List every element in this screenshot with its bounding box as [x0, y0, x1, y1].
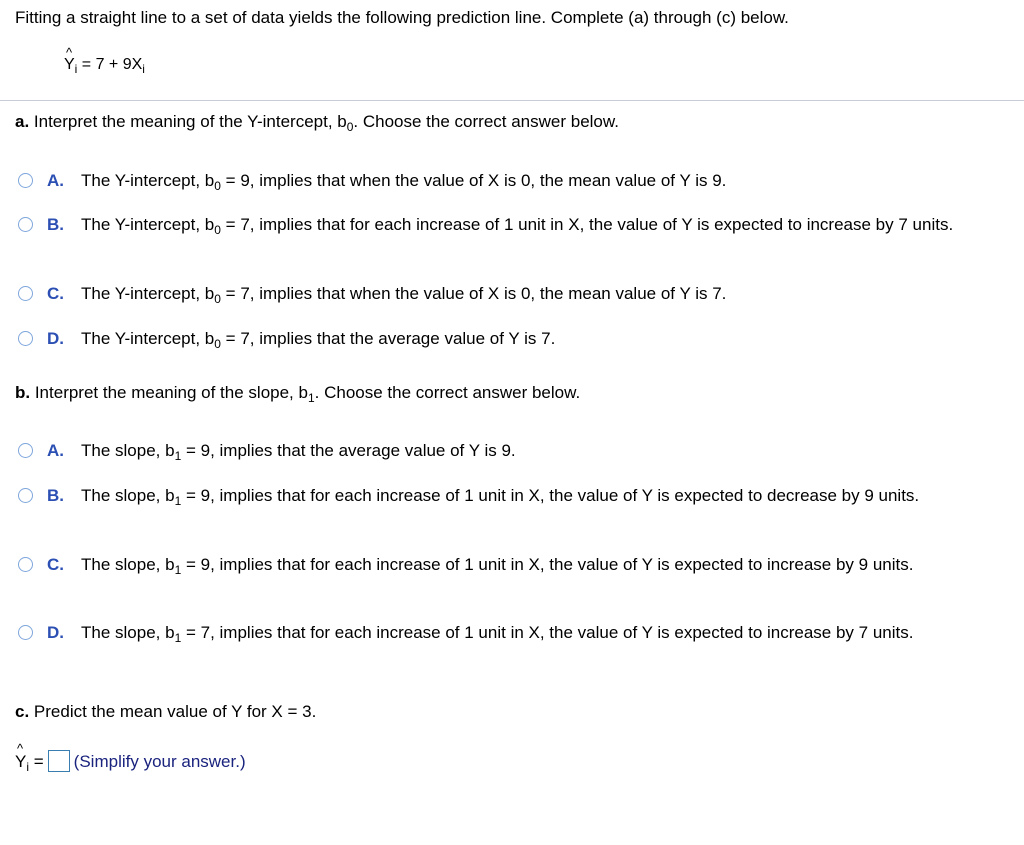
- equals: =: [29, 752, 44, 771]
- option-text[interactable]: [81, 165, 1016, 196]
- option-text-part: = 9, implies that for each increase of 1 unit in X, the value of Y is expected to increase by 9 units.: [181, 555, 914, 574]
- radio-button[interactable]: [18, 443, 33, 458]
- y-hat: ^ Y: [64, 56, 75, 74]
- radio-button[interactable]: [18, 331, 33, 346]
- question-text: Interpret the meaning of the Y-intercept, b: [29, 112, 347, 131]
- option-letter: A.: [47, 171, 64, 190]
- option-letter: C.: [47, 284, 64, 303]
- radio-button[interactable]: [18, 217, 33, 232]
- radio-button[interactable]: [18, 173, 33, 188]
- equation-rhs: = 7 + 9X: [81, 56, 143, 73]
- option-letter: B.: [47, 486, 64, 505]
- subscript: 0: [214, 179, 221, 193]
- option-text-part: = 7, implies that the average value of Y is 7.: [220, 329, 556, 348]
- option-text-part: The slope, b: [81, 555, 175, 574]
- hint-text: (Simplify your answer.): [73, 752, 246, 771]
- subscript: i: [26, 760, 30, 774]
- question-text: . Choose the correct answer below.: [353, 112, 619, 131]
- option-text[interactable]: [81, 278, 1016, 309]
- subscript: 1: [174, 631, 182, 645]
- option-text-part: The Y-intercept, b: [81, 329, 215, 348]
- option-text[interactable]: [81, 323, 1016, 354]
- question-text: Interpret the meaning of the slope, b: [30, 383, 308, 402]
- subscript: i: [142, 62, 145, 76]
- answer-row: [15, 750, 246, 772]
- question-text: Predict the mean value of Y for X = 3.: [29, 702, 317, 721]
- subscript: 0: [214, 292, 221, 306]
- part-label: b.: [15, 383, 31, 402]
- divider: [0, 100, 1024, 101]
- option-letter: A.: [47, 441, 64, 460]
- radio-button[interactable]: [18, 286, 33, 301]
- option-letter: D.: [47, 623, 64, 642]
- option-text-part: = 7, implies that when the value of X is 0, the mean value of Y is 7.: [220, 284, 727, 303]
- subscript: 1: [174, 494, 182, 508]
- radio-button[interactable]: [18, 625, 33, 640]
- part-label: a.: [15, 112, 30, 131]
- subscript: 1: [174, 449, 182, 463]
- question-b: [15, 383, 580, 403]
- option-text-part: = 9, implies that for each increase of 1 unit in X, the value of Y is expected to decrease by 9 units.: [181, 486, 920, 505]
- option-text-part: = 9, implies that when the value of X is 0, the mean value of Y is 9.: [220, 171, 727, 190]
- subscript: 1: [174, 563, 182, 577]
- option-text-part: The Y-intercept, b: [81, 284, 215, 303]
- subscript: 0: [214, 223, 221, 237]
- radio-button[interactable]: [18, 557, 33, 572]
- option-letter: C.: [47, 555, 64, 574]
- radio-button[interactable]: [18, 488, 33, 503]
- option-text-part: = 7, implies that for each increase of 1 unit in X, the value of Y is expected to increase by 7 units.: [220, 215, 954, 234]
- option-text-part: The slope, b: [81, 441, 175, 460]
- option-text[interactable]: [81, 549, 1016, 580]
- question-text: . Choose the correct answer below.: [314, 383, 581, 402]
- option-text-part: = 7, implies that for each increase of 1 unit in X, the value of Y is expected to increase by 7 units.: [181, 623, 914, 642]
- option-text-part: = 9, implies that the average value of Y is 9.: [181, 441, 516, 460]
- question-a: [15, 112, 619, 132]
- option-text[interactable]: [81, 209, 1016, 240]
- intro-text: Fitting a straight line to a set of data yields the following prediction line. Complete (a) through (c) below.: [15, 8, 789, 27]
- answer-input[interactable]: [48, 750, 70, 772]
- option-text-part: The slope, b: [81, 486, 175, 505]
- option-text[interactable]: [81, 480, 1016, 511]
- option-letter: D.: [47, 329, 64, 348]
- option-text-part: The Y-intercept, b: [81, 171, 215, 190]
- subscript: i: [74, 62, 78, 76]
- option-text[interactable]: [81, 617, 1016, 648]
- option-text-part: The Y-intercept, b: [81, 215, 215, 234]
- prediction-equation: [64, 56, 145, 74]
- subscript: 1: [307, 391, 315, 405]
- option-letter: B.: [47, 215, 64, 234]
- y-hat: ^ Y: [15, 752, 26, 772]
- question-c: [15, 702, 316, 722]
- option-text-part: The slope, b: [81, 623, 175, 642]
- subscript: 0: [214, 337, 221, 351]
- option-text[interactable]: [81, 435, 1016, 466]
- part-label: c.: [15, 702, 30, 721]
- subscript: 0: [346, 120, 354, 134]
